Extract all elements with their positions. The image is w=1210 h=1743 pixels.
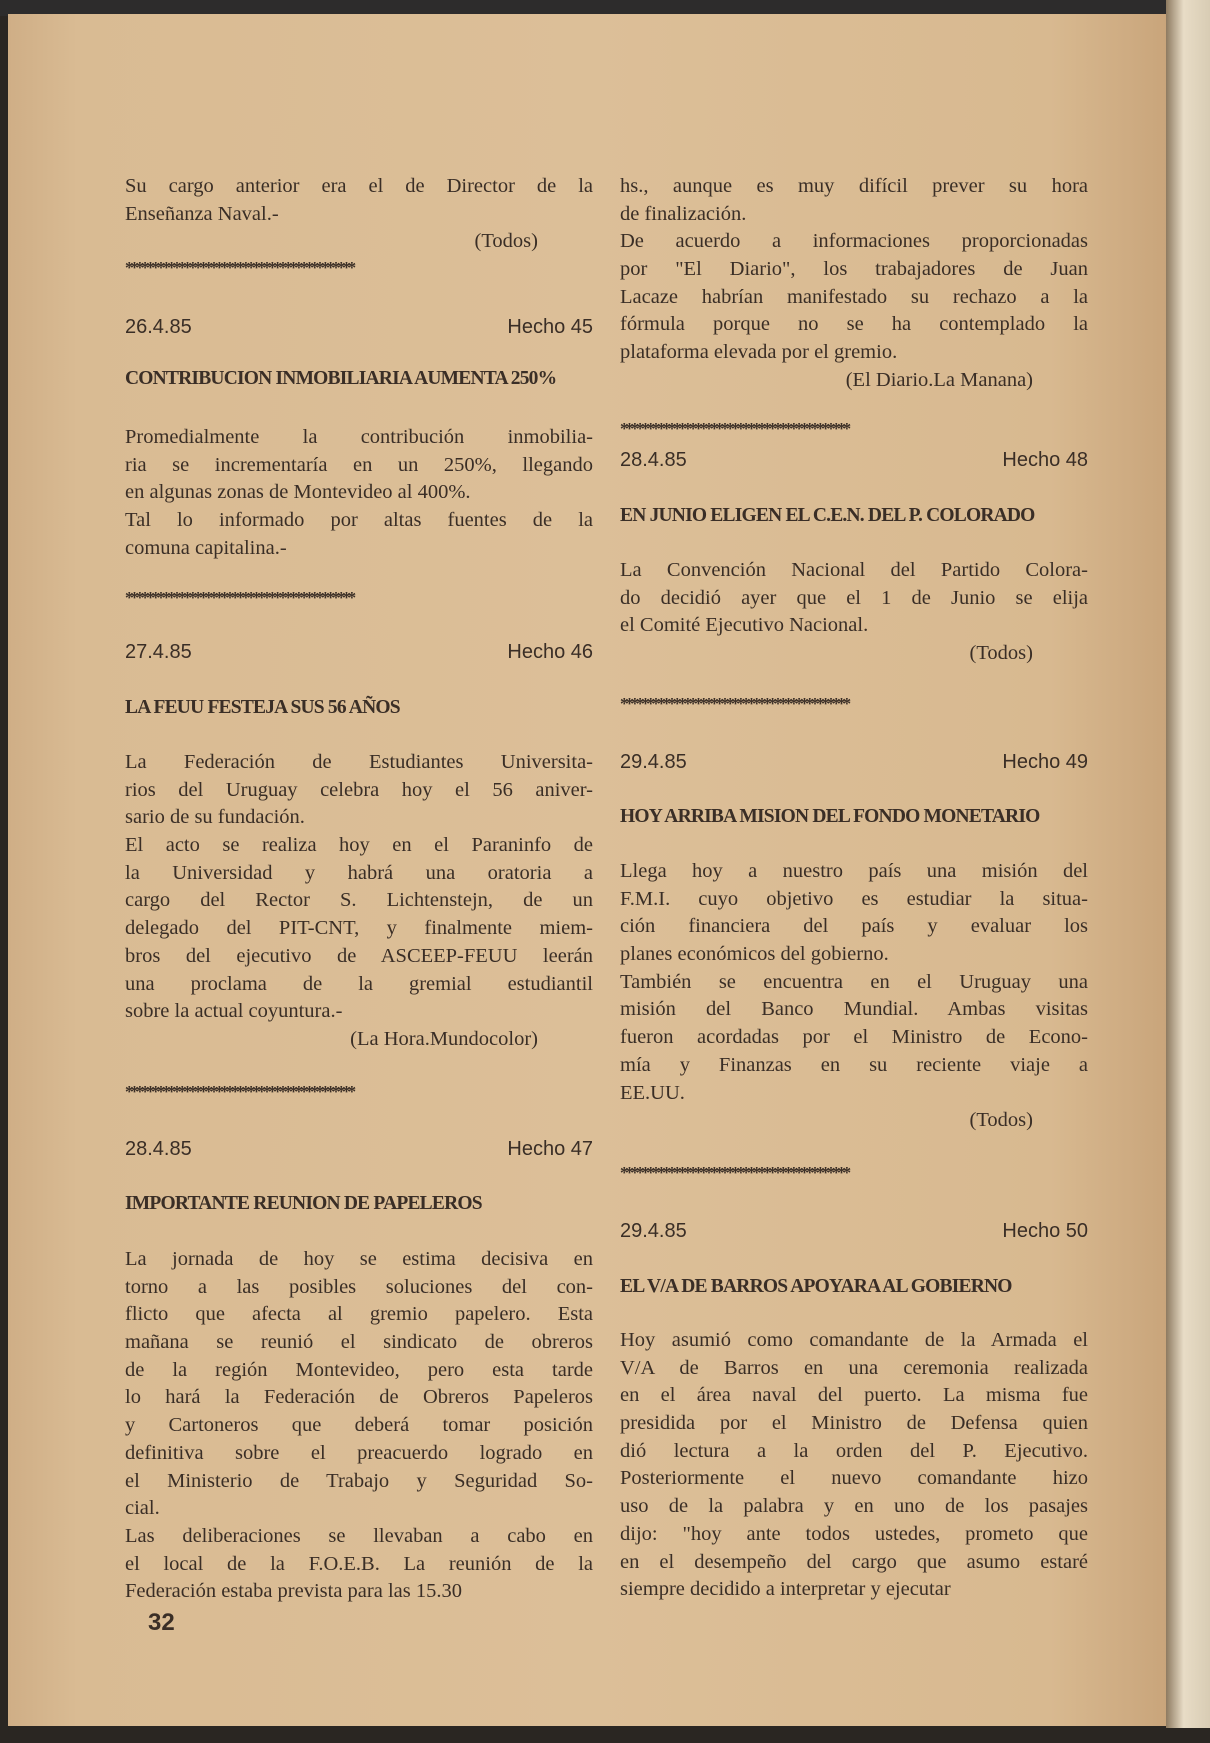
text-line: mañana se reunió el sindicato de obreros bbox=[125, 1331, 593, 1354]
text-line: la Universidad y habrá una oratoria a bbox=[125, 861, 593, 884]
article-meta bbox=[125, 313, 593, 341]
text-line: comuna capitalina.- bbox=[125, 536, 287, 559]
left-column bbox=[125, 0, 593, 1743]
right-column bbox=[620, 0, 1088, 1743]
text-line: delegado del PIT-CNT, y finalmente miem- bbox=[125, 917, 593, 940]
text-line: torno a las posibles soluciones del con- bbox=[125, 1275, 593, 1298]
separator-stars: ******************************************* bbox=[620, 1163, 848, 1182]
text-line: Promedialmente la contribución inmobilia- bbox=[125, 426, 593, 448]
text-line: Su cargo anterior era el de Director de la bbox=[125, 175, 593, 197]
intro-text bbox=[125, 173, 593, 256]
text-line: sario de su fundación. bbox=[125, 806, 305, 829]
article-headline: CONTRIBUCION INMOBILIARIA AUMENTA 250% bbox=[125, 368, 557, 389]
text-line: el local de la F.O.E.B. La reunión de la bbox=[125, 1552, 593, 1575]
article-headline bbox=[125, 694, 593, 722]
article-source: (La Hora.Mundocolor) bbox=[350, 1027, 538, 1050]
article-meta-row bbox=[620, 446, 1088, 474]
article-date: 27.4.85 bbox=[125, 641, 192, 663]
article-date: 28.4.85 bbox=[125, 1138, 192, 1160]
article-hecho-number: Hecho 50 bbox=[1002, 1220, 1088, 1242]
article-hecho-number: Hecho 49 bbox=[1002, 751, 1088, 773]
text-line: V/A de Barros en una ceremonia realizada bbox=[620, 1356, 1088, 1379]
text-line: rios del Uruguay celebra hoy el 56 aniver- bbox=[125, 778, 593, 801]
article-body bbox=[620, 1327, 1088, 1604]
text-line: ria se incrementaría en un 250%, llegando bbox=[125, 453, 593, 476]
text-line: Posteriormente el nuevo comandante hizo bbox=[620, 1467, 1088, 1490]
article-meta bbox=[620, 1217, 1088, 1245]
article-headline: EN JUNIO ELIGEN EL C.E.N. DEL P. COLORADO bbox=[620, 505, 1035, 526]
text-line: misión del Banco Mundial. Ambas visitas bbox=[620, 998, 1088, 1021]
separator-stars: ******************************************* bbox=[620, 419, 848, 438]
text-line: flicto que afecta al gremio papelero. Esta bbox=[125, 1303, 593, 1326]
text-line: lo hará la Federación de Obreros Papeleros bbox=[125, 1386, 593, 1409]
text-line: La Convención Nacional del Partido Colora- bbox=[620, 559, 1088, 581]
text-line: F.M.I. cuyo objetivo es estudiar la situa- bbox=[620, 887, 1088, 910]
article-body bbox=[125, 749, 593, 1054]
text-line: Lacaze habrían manifestado su rechazo a la bbox=[620, 285, 1088, 308]
separator-stars: ******************************************* bbox=[125, 588, 353, 607]
text-line: La jornada de hoy se estima decisiva en bbox=[125, 1248, 593, 1270]
separator-stars: ******************************************* bbox=[125, 258, 353, 277]
text-line: planes económicos del gobierno. bbox=[620, 943, 889, 966]
article-headline: EL V/A DE BARROS APOYARA AL GOBIERNO bbox=[620, 1276, 1012, 1297]
article-meta-row bbox=[125, 1135, 593, 1163]
text-line: una proclama de la gremial estudiantil bbox=[125, 972, 593, 995]
text-line: hs., aunque es muy difícil prever su hora bbox=[620, 175, 1088, 197]
text-line: EE.UU. bbox=[620, 1081, 685, 1104]
article-meta bbox=[125, 638, 593, 666]
article-meta-row bbox=[620, 748, 1088, 776]
article-headline: IMPORTANTE REUNION DE PAPELEROS bbox=[125, 1193, 482, 1214]
article-hecho-number: Hecho 46 bbox=[507, 641, 593, 663]
separator-stars bbox=[125, 257, 593, 279]
text-line: definitiva sobre el preacuerdo logrado en bbox=[125, 1441, 593, 1464]
text-line: en el desempeño del cargo que asumo estaré bbox=[620, 1550, 1088, 1573]
article-headline: HOY ARRIBA MISION DEL FONDO MONETARIO bbox=[620, 806, 1040, 827]
text-line: dió lectura a la orden del P. Ejecutivo. bbox=[620, 1439, 1088, 1462]
text-line: cargo del Rector S. Lichtenstejn, de un bbox=[125, 889, 593, 912]
separator-stars bbox=[620, 693, 1088, 715]
text-line: de finalización. bbox=[620, 202, 747, 225]
text-line: El acto se realiza hoy en el Paraninfo de bbox=[125, 834, 593, 857]
text-line: Hoy asumió como comandante de la Armada el bbox=[620, 1329, 1088, 1351]
text-line: Enseñanza Naval.- bbox=[125, 202, 279, 225]
separator-stars bbox=[620, 418, 1088, 440]
separator-stars bbox=[125, 587, 593, 609]
text-line: cial. bbox=[125, 1497, 160, 1520]
article-meta bbox=[620, 748, 1088, 776]
article-date: 28.4.85 bbox=[620, 449, 687, 471]
article-headline bbox=[620, 1273, 1088, 1301]
text-line: de la región Montevideo, pero esta tarde bbox=[125, 1358, 593, 1381]
text-line: siempre decidido a interpretar y ejecutar bbox=[620, 1578, 951, 1601]
text-line: en algunas zonas de Montevideo al 400%. bbox=[125, 481, 471, 504]
article-hecho-number: Hecho 45 bbox=[507, 316, 593, 338]
text-line: por "El Diario", los trabajadores de Juan bbox=[620, 258, 1088, 281]
article-headline: LA FEUU FESTEJA SUS 56 AÑOS bbox=[125, 697, 400, 718]
article-meta-row bbox=[125, 313, 593, 341]
article-headline bbox=[620, 502, 1088, 530]
text-line: ción financiera del país y evaluar los bbox=[620, 915, 1088, 938]
text-line: Las deliberaciones se llevaban a cabo en bbox=[125, 1524, 593, 1547]
article-headline bbox=[125, 365, 593, 393]
text-line: sobre la actual coyuntura.- bbox=[125, 1000, 343, 1023]
article-body bbox=[125, 1246, 593, 1606]
separator-stars: ******************************************* bbox=[620, 694, 848, 713]
article-date: 26.4.85 bbox=[125, 316, 192, 338]
article-date: 29.4.85 bbox=[620, 1220, 687, 1242]
text-line: y Cartoneros que deberá tomar posición bbox=[125, 1414, 593, 1437]
text-line: en el área naval del puerto. La misma fue bbox=[620, 1384, 1088, 1407]
article-meta-row bbox=[620, 1217, 1088, 1245]
text-line: uso de la palabra y en uno de los pasajes bbox=[620, 1495, 1088, 1518]
separator-stars: ******************************************* bbox=[125, 1082, 353, 1101]
text-line: La Federación de Estudiantes Universita- bbox=[125, 751, 593, 773]
article-meta bbox=[125, 1135, 593, 1163]
article-source: (Todos) bbox=[969, 1109, 1033, 1132]
separator-stars bbox=[620, 1162, 1088, 1184]
page-edge bbox=[1166, 0, 1210, 1743]
text-line: También se encuentra en el Uruguay una bbox=[620, 970, 1088, 993]
article-date: 29.4.85 bbox=[620, 751, 687, 773]
text-line: do decidió ayer que el 1 de Junio se elija bbox=[620, 586, 1088, 609]
text-line: plataforma elevada por el gremio. bbox=[620, 341, 898, 364]
article-body bbox=[620, 858, 1088, 1135]
article-meta-row bbox=[125, 638, 593, 666]
article-body bbox=[125, 424, 593, 562]
intro-source: (Todos) bbox=[474, 230, 538, 253]
article-headline bbox=[125, 1190, 593, 1218]
text-line: el Comité Ejecutivo Nacional. bbox=[620, 614, 869, 637]
article-hecho-number: Hecho 48 bbox=[1002, 449, 1088, 471]
text-line: De acuerdo a informaciones proporcionadas bbox=[620, 230, 1088, 253]
article-source: (Todos) bbox=[969, 642, 1033, 665]
article-headline bbox=[620, 803, 1088, 831]
continued-source: (El Diario.La Manana) bbox=[845, 368, 1033, 391]
continued-text bbox=[620, 173, 1088, 395]
text-line: presidida por el Ministro de Defensa quien bbox=[620, 1412, 1088, 1435]
text-line: mía y Finanzas en su reciente viaje a bbox=[620, 1053, 1088, 1076]
separator-stars bbox=[125, 1081, 593, 1103]
article-hecho-number: Hecho 47 bbox=[507, 1138, 593, 1160]
page-number: 32 bbox=[148, 1609, 175, 1636]
text-line: Federación estaba prevista para las 15.30 bbox=[125, 1580, 462, 1603]
text-line: fueron acordadas por el Ministro de Econo- bbox=[620, 1026, 1088, 1049]
article-body bbox=[620, 557, 1088, 668]
text-line: dijo: "hoy ante todos ustedes, prometo que bbox=[620, 1522, 1088, 1545]
text-line: Tal lo informado por altas fuentes de la bbox=[125, 509, 593, 532]
article-meta bbox=[620, 446, 1088, 474]
text-line: el Ministerio de Trabajo y Seguridad So- bbox=[125, 1469, 593, 1492]
text-line: fórmula porque no se ha contemplado la bbox=[620, 313, 1088, 336]
text-line: Llega hoy a nuestro país una misión del bbox=[620, 860, 1088, 882]
text-line: bros del ejecutivo de ASCEEP-FEUU leerán bbox=[125, 944, 593, 967]
